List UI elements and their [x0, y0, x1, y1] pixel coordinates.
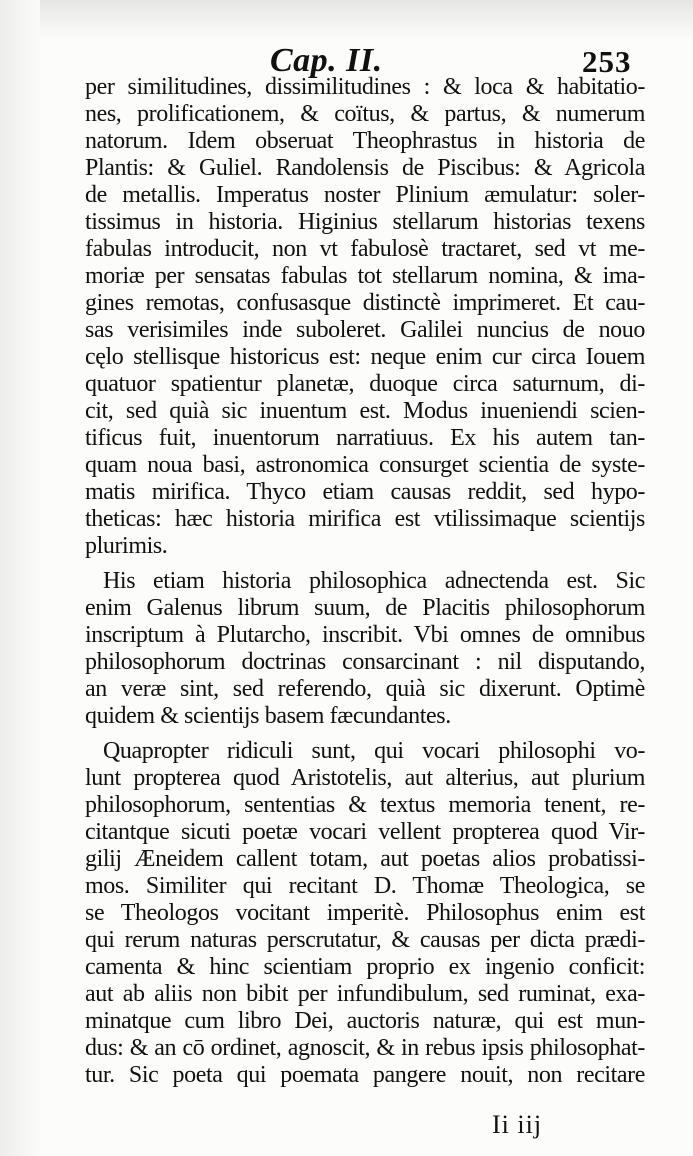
text-line: per similitudines, dissimilitudines : & loca & habitatio-: [85, 74, 645, 100]
scan-top-shadow: [0, 0, 693, 40]
text-line: quam noua basi, astronomica consurget scientia de syste-: [85, 452, 645, 478]
text-line: se Theologos vocitant imperitè. Philosophus enim est: [85, 900, 645, 926]
text-line: lunt propterea quod Aristotelis, aut alterius, aut plurium: [85, 765, 645, 791]
text-line: Plantis: & Guliel. Randolensis de Piscibus: & Agricola: [85, 155, 645, 181]
body-text: [85, 74, 645, 1089]
text-line: minatque cum libro Dei, auctoris naturæ, qui est mun-: [85, 1008, 645, 1034]
text-line: theticas: hæc historia mirifica est vtilissimaque scientijs: [85, 506, 645, 532]
text-line: qui rerum naturas perscrutatur, & causas per dicta prædi-: [85, 927, 645, 953]
text-line: sas verisimiles inde suboleret. Galilei nuncius de nouo: [85, 317, 645, 343]
text-line: aut ab aliis non bibit per infundibulum, sed ruminat, exa-: [85, 981, 645, 1007]
text-line: gilij Æneidem callent totam, aut poetas alios probatissi-: [85, 846, 645, 872]
text-line: His etiam historia philosophica adnectenda est. Sic: [103, 568, 645, 594]
text-line: inscriptum à Plutarcho, inscribit. Vbi omnes de omnibus: [85, 622, 645, 648]
text-line: cęlo stellisque historicus est: neque enim cur circa Iouem: [85, 344, 645, 370]
text-line: nes, prolificationem, & coïtus, & partus, & numerum: [85, 101, 645, 127]
paragraph-3: [85, 738, 645, 1089]
paragraph-2: [85, 568, 645, 730]
text-line: tur. Sic poeta qui poemata pangere nouit, non recitare: [85, 1062, 645, 1088]
text-line: philosophorum doctrinas consarcinant : nil disputando,: [85, 649, 645, 675]
text-line: philosophorum, sententias & textus memoria tenent, re-: [85, 792, 645, 818]
text-line: an veræ sint, sed referendo, quià sic dixerunt. Optimè: [85, 676, 645, 702]
text-line: camenta & hinc scientiam proprio ex ingenio conficit:: [85, 954, 645, 980]
text-line: plurimis.: [85, 533, 168, 559]
text-line: dus: & an cō ordinet, agnoscit, & in rebus ipsis philosophat-: [85, 1035, 645, 1061]
paragraph-1: [85, 74, 645, 560]
signature-mark: Ii iij: [492, 1110, 543, 1139]
text-line: tissimus in historia. Higinius stellarum historias texens: [85, 209, 645, 235]
text-line: mos. Similiter qui recitant D. Thomæ Theologica, se: [85, 873, 645, 899]
text-line: Quapropter ridiculi sunt, qui vocari philosophi vo-: [103, 738, 645, 764]
text-line: cit, sed quià sic inuentum est. Modus inueniendi scien-: [85, 398, 645, 424]
paragraph-gap: [85, 730, 645, 738]
text-line: enim Galenus librum suum, de Placitis philosophorum: [85, 595, 645, 621]
text-line: quatuor spatientur planetæ, duoque circa saturnum, di-: [85, 371, 645, 397]
text-line: fabulas introducit, non vt fabulosè tractaret, sed vt me-: [85, 236, 645, 262]
text-line: tificus fuit, inuentorum narratiuus. Ex his autem tan-: [85, 425, 645, 451]
text-line: gines remotas, confusasque distinctè imprimeret. Et cau-: [85, 290, 645, 316]
text-line: citantque sicuti poetæ vocari vellent propterea quod Vir-: [85, 819, 645, 845]
chapter-title: Cap. II.: [270, 42, 383, 79]
text-line: quidem & scientijs basem fæcundantes.: [85, 703, 451, 729]
text-line: de metallis. Imperatus noster Plinium æmulatur: soler-: [85, 182, 645, 208]
text-line: natorum. Idem obseruat Theophrastus in historia de: [85, 128, 645, 154]
text-line: moriæ per sensatas fabulas tot stellarum nomina, & ima-: [85, 263, 645, 289]
text-line: matis mirifica. Thyco etiam causas reddit, sed hypo-: [85, 479, 645, 505]
scan-gutter-shadow: [0, 0, 40, 1156]
paragraph-gap: [85, 560, 645, 568]
page-number: 253: [582, 44, 632, 79]
